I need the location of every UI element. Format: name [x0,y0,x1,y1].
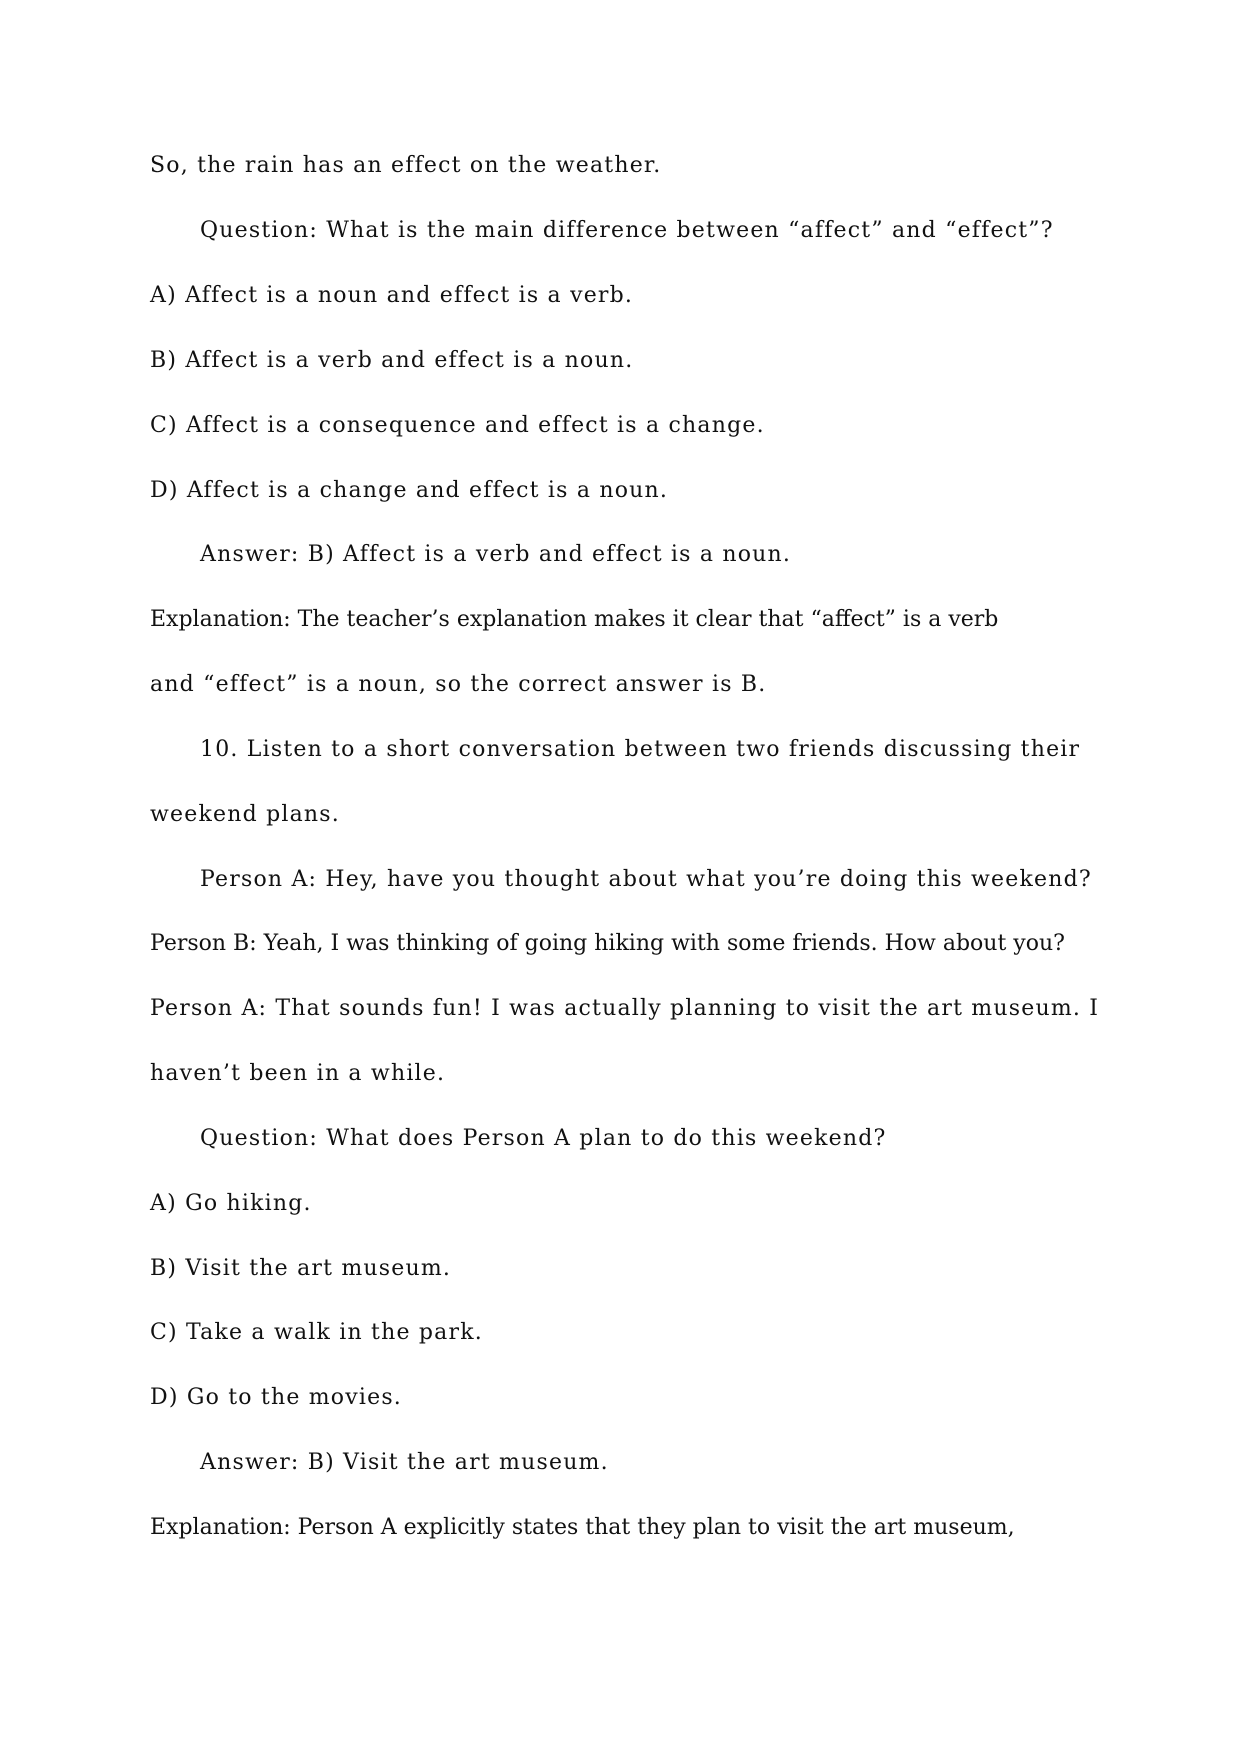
paragraph-line: weekend plans. [150,802,340,827]
dialogue-line: Person A: Hey, have you thought about what you’re doing this weekend? [200,867,1092,892]
question-line: Question: What does Person A plan to do this weekend? [200,1126,887,1151]
option-a: A) Affect is a noun and effect is a verb. [150,283,634,308]
option-d: D) Affect is a change and effect is a noun. [150,478,669,503]
answer-line: Answer: B) Affect is a verb and effect is a noun. [200,542,792,567]
dialogue-line: haven’t been in a while. [150,1061,446,1086]
option-d: D) Go to the movies. [150,1385,403,1410]
item-heading: 10. Listen to a short conversation between two friends discussing their [200,737,1081,762]
option-a: A) Go hiking. [150,1191,312,1216]
option-c: C) Take a walk in the park. [150,1320,483,1345]
question-line: Question: What is the main difference between “affect” and “effect”? [200,218,1054,243]
paragraph-line: So, the rain has an effect on the weather. [150,153,662,178]
explanation-line: Explanation: The teacher’s explanation makes it clear that “affect” is a verb [150,607,999,632]
option-b: B) Affect is a verb and effect is a noun. [150,348,634,373]
dialogue-line: Person A: That sounds fun! I was actually planning to visit the art museum. I [150,996,1100,1021]
explanation-line: and “effect” is a noun, so the correct answer is B. [150,672,767,697]
dialogue-line: Person B: Yeah, I was thinking of going hiking with some friends. How about you? [150,931,1065,956]
option-b: B) Visit the art museum. [150,1256,452,1281]
answer-line: Answer: B) Visit the art museum. [200,1450,609,1475]
explanation-line: Explanation: Person A explicitly states that they plan to visit the art museum, [150,1515,1015,1540]
option-c: C) Affect is a consequence and effect is a change. [150,413,765,438]
